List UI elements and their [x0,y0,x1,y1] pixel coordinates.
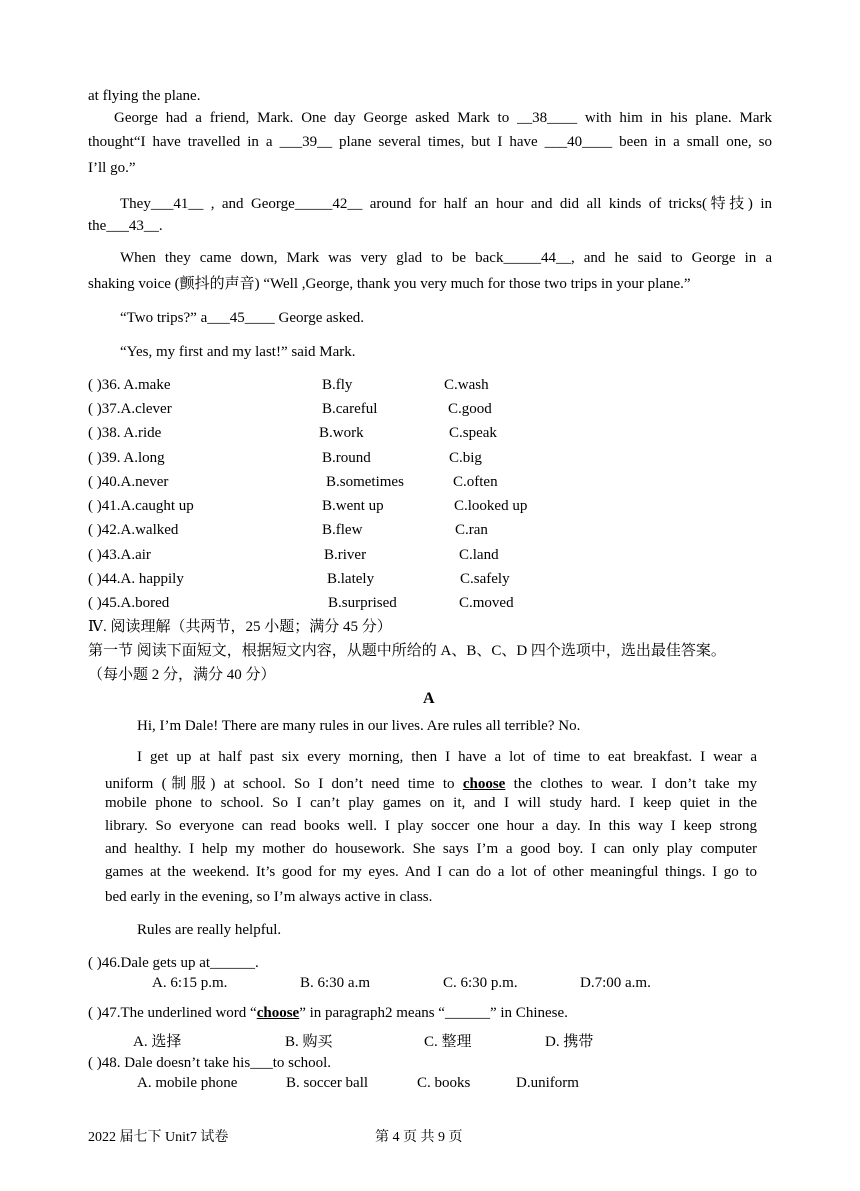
text: at flying the plane. [88,88,201,104]
text: . [158,218,163,234]
footer-page-number: 第 4 页 共 9 页 [375,1130,463,1145]
question-36: ( )36. A.make [88,377,171,393]
text: been in a small one, so [612,134,772,150]
blank-43: ___43__ [106,218,159,234]
question-37: ( )37.A.clever [88,401,172,417]
blank-39: ___39__ [279,134,333,150]
option-c: C.ran [455,522,488,538]
option-d: D.uniform [516,1075,579,1091]
answer-blank: ______ [444,1005,490,1021]
option-c: C.wash [444,377,489,393]
passage-line-5 [88,192,772,213]
text: shaking voice (颤抖的声音) “Well ,George, thank you very much for those two trips in your plane.” [88,276,691,292]
text: the [88,218,107,234]
option-b: B.round [322,450,371,466]
option-b: B.flew [322,522,363,538]
option-b: B.fly [322,377,353,393]
text: ( )48. Dale doesn’t take his [88,1055,251,1071]
question-42: ( )42.A.walked [88,522,179,538]
question-48-stem [88,1053,331,1073]
option-b: B.work [319,425,364,441]
reading-paragraph-2-line-4 [105,818,757,835]
passage-line-3 [88,134,772,151]
question-41: ( )41.A.caught up [88,498,194,514]
option-c: C.good [448,401,492,417]
text: uniform (制服) at school. So I don’t need time to [105,776,463,792]
option-d: D. 携带 [545,1034,594,1050]
reading-paragraph-2-line-6 [105,864,757,881]
passage-line-9 [120,308,364,328]
option-b: B. soccer ball [286,1075,369,1091]
blank-38: __38____ [517,110,578,126]
question-44: ( )44.A. happily [88,571,184,587]
option-c: C. 6:30 p.m. [443,975,518,991]
blank-45: ___45____ [207,310,275,326]
option-c: C.moved [459,595,514,611]
text: . [255,955,259,971]
option-c: C.big [449,450,482,466]
reading-paragraph-2-line-7: bed early in the evening, so I’m always active in class. [105,889,433,905]
question-47-stem [88,1003,568,1023]
passage-line-6 [88,216,163,236]
option-b: B.careful [322,401,378,417]
option-c: C. 整理 [424,1034,472,1050]
option-a: A. 6:15 p.m. [152,975,228,991]
text: games at the weekend. It’s good for my eyes. And I can do a lot of other meaningful things. I go to [105,864,757,880]
passage-line-1 [88,86,200,106]
text: , and he said to George in a [570,250,772,266]
text: “Two trips?” a [120,310,208,326]
passage-line-10 [120,342,356,362]
passage-line-2 [88,110,772,127]
underlined-word-choose: choose [462,776,506,792]
option-b: B.river [324,547,367,563]
answer-blank: ______ [210,955,256,971]
text: I get up at half past six every morning, then I have a lot of time to eat breakfast. I wear a [137,749,757,765]
text: library. So everyone can read books well. I play soccer one hour a day. In this way I keep strong [105,818,757,834]
blank-41: ___41__ [150,196,204,212]
question-39: ( )39. A.long [88,450,165,466]
passage-label: A [423,690,435,707]
answer-blank: ___ [250,1055,273,1071]
text: ( )46.Dale gets up at [88,955,211,971]
option-c: C.often [453,474,498,490]
text: I’ll go.” [88,160,136,176]
option-b: B.sometimes [326,474,404,490]
reading-paragraph-2-line-5 [105,841,757,858]
section-heading: Ⅳ. 阅读理解（共两节，25 小题；满分 45 分） [88,619,392,635]
text: plane several times, but I have [332,134,545,150]
option-a: A. mobile phone [137,1075,238,1091]
blank-40: ___40____ [544,134,613,150]
option-c: C.speak [449,425,497,441]
text: ( )47.The underlined word “ [88,1005,257,1021]
option-b: B.went up [322,498,384,514]
text: around for half an hour and did all kinds of tricks(特技) in [362,196,772,212]
text: to school. [272,1055,332,1071]
text: mobile phone to school. So I can’t play games on it, and I will study hard. I keep quiet in the [105,795,757,811]
blank-44: _____44__ [503,250,571,266]
section-instruction: 第一节 阅读下面短文，根据短文内容，从题中所给的 A、B、C、D 四个选项中，选出最佳答案。 [88,643,726,659]
reading-paragraph-2-line-2 [105,772,757,793]
option-d: D.7:00 a.m. [580,975,651,991]
text: “Yes, my first and my last!” said Mark. [120,344,356,360]
reading-paragraph-2-line-1 [105,749,757,766]
option-a: A. 选择 [133,1034,182,1050]
reading-paragraph-3: Rules are really helpful. [137,922,282,938]
option-b: B.surprised [328,595,397,611]
text: and healthy. I help my mother do housework. She says I’m a good boy. I can only play computer [105,841,757,857]
blank-42: _____42__ [294,196,363,212]
reading-paragraph-1: Hi, I’m Dale! There are many rules in our lives. Are rules all terrible? No. [137,718,581,734]
option-b: B. 购买 [285,1034,333,1050]
question-38: ( )38. A.ride [88,425,162,441]
reading-paragraph-2-line-3 [105,795,757,812]
passage-line-8 [88,274,691,294]
section-instruction-points: （每小题 2 分，满分 40 分） [88,667,276,683]
text: ” in paragraph2 means “ [299,1005,445,1021]
text: When they came down, Mark was very glad to be back [120,250,504,266]
option-c: C.land [459,547,499,563]
option-b: B.lately [327,571,375,587]
option-c: C. books [417,1075,471,1091]
text: George had a friend, Mark. One day George asked Mark to [114,110,518,126]
text: thought“I have travelled in a [88,134,280,150]
text: with him in his plane. Mark [577,110,772,126]
text: ” in Chinese. [489,1005,568,1021]
footer-exam-title: 2022 届七下 Unit7 试卷 [88,1130,229,1145]
question-46-stem [88,953,259,973]
question-40: ( )40.A.never [88,474,169,490]
text: the clothes to wear. I don’t take my [505,776,757,792]
option-b: B. 6:30 a.m [300,975,370,991]
question-45: ( )45.A.bored [88,595,170,611]
question-43: ( )43.A.air [88,547,151,563]
passage-line-7 [88,250,772,267]
option-c: C.safely [460,571,510,587]
passage-line-4 [88,158,135,178]
text: George asked. [274,310,365,326]
option-c: C.looked up [454,498,528,514]
text: They [120,196,151,212]
underlined-word-choose: choose [256,1005,300,1021]
text: , and George [203,196,295,212]
